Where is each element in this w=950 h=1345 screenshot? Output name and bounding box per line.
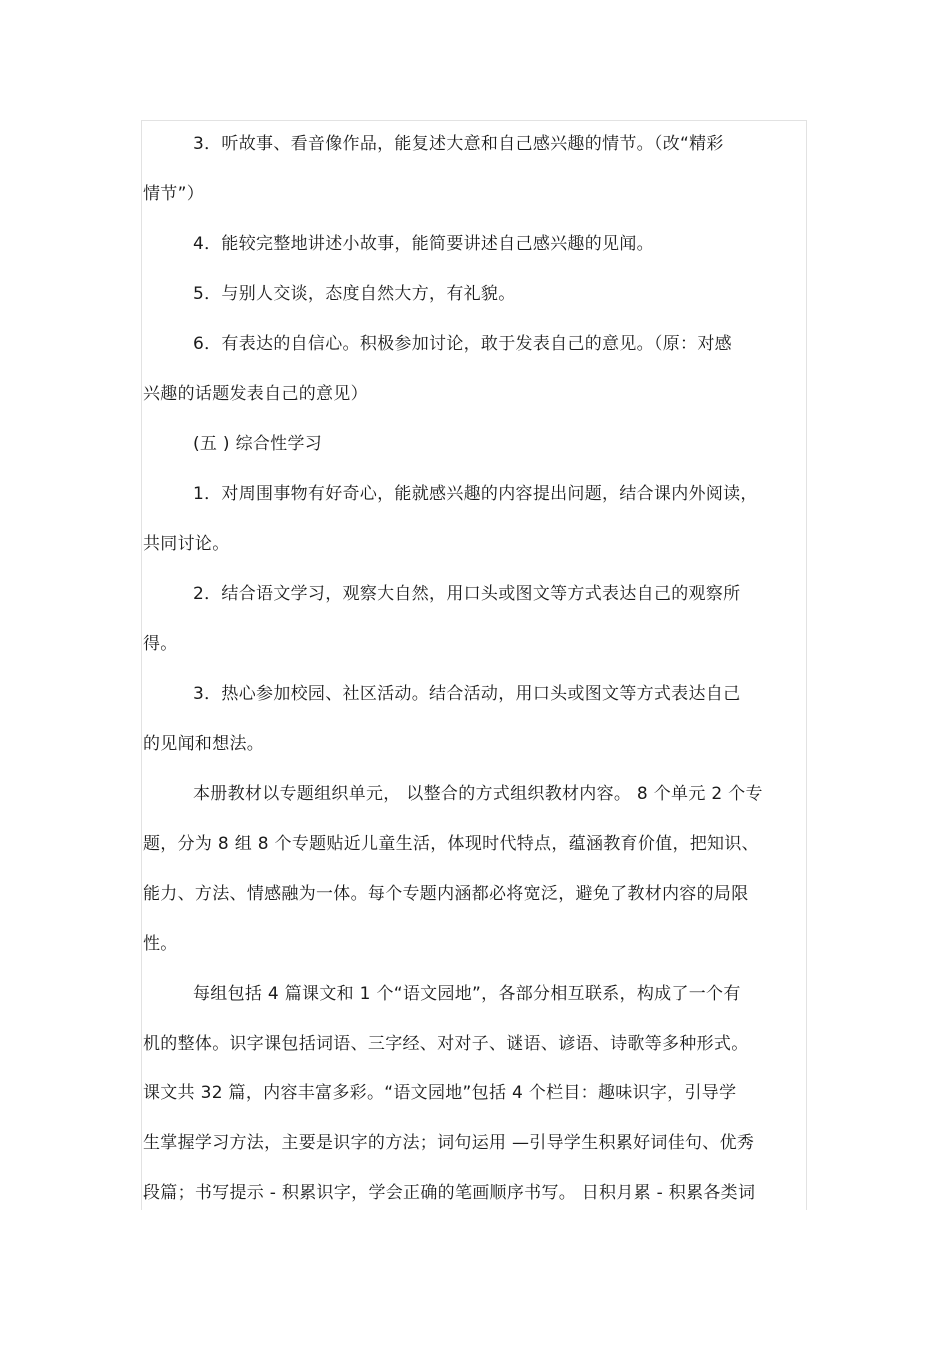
paragraph-line: 能力、方法、情感融为一体。每个专题内涵都必将宽泛，避免了教材内容的局限 (143, 884, 749, 904)
paragraph-line: 性。 (143, 934, 178, 954)
paragraph-line: 4．能较完整地讲述小故事，能简要讲述自己感兴趣的见闻。 (193, 234, 654, 254)
paragraph-line: 6．有表达的自信心。积极参加讨论，敢于发表自己的意见。（原：对感 (193, 334, 732, 354)
paragraph-line: 生掌握学习方法，主要是识字的方法；词句运用 —引导学生积累好词佳句、优秀 (143, 1133, 755, 1153)
paragraph-line: 题，分为 8 组 8 个专题贴近儿童生活，体现时代特点，蕴涵教育价值，把知识、 (143, 834, 759, 854)
section-heading: (五 ) 综合性学习 (193, 434, 323, 454)
paragraph-line: 5．与别人交谈，态度自然大方，有礼貌。 (193, 284, 516, 304)
paragraph-line: 共同讨论。 (143, 534, 230, 554)
paragraph-line: 情节”） (143, 184, 205, 204)
paragraph-line: 得。 (143, 634, 178, 654)
paragraph-line: 1．对周围事物有好奇心，能就感兴趣的内容提出问题，结合课内外阅读， (193, 484, 758, 504)
paragraph-line: 机的整体。识字课包括词语、三字经、对对子、谜语、谚语、诗歌等多种形式。 (143, 1034, 749, 1054)
paragraph-line: 段篇；书写提示 - 积累识字，学会正确的笔画顺序书写。 日积月累 - 积累各类词 (143, 1183, 756, 1203)
paragraph-line: 3．听故事、看音像作品，能复述大意和自己感兴趣的情节。（改“精彩 (193, 134, 724, 154)
paragraph-line: 3．热心参加校园、社区活动。结合活动，用口头或图文等方式表达自己 (193, 684, 741, 704)
paragraph-line: 兴趣的话题发表自己的意见） (143, 384, 368, 404)
paragraph-line: 本册教材以专题组织单元， 以整合的方式组织教材内容。 8 个单元 2 个专 (193, 784, 763, 804)
paragraph-line: 的见闻和想法。 (143, 734, 265, 754)
paragraph-line: 课文共 32 篇，内容丰富多彩。“语文园地”包括 4 个栏目：趣味识字，引导学 (143, 1083, 737, 1103)
paragraph-line: 每组包括 4 篇课文和 1 个“语文园地”，各部分相互联系，构成了一个有 (193, 984, 741, 1004)
paragraph-line: 2．结合语文学习，观察大自然，用口头或图文等方式表达自己的观察所 (193, 584, 741, 604)
